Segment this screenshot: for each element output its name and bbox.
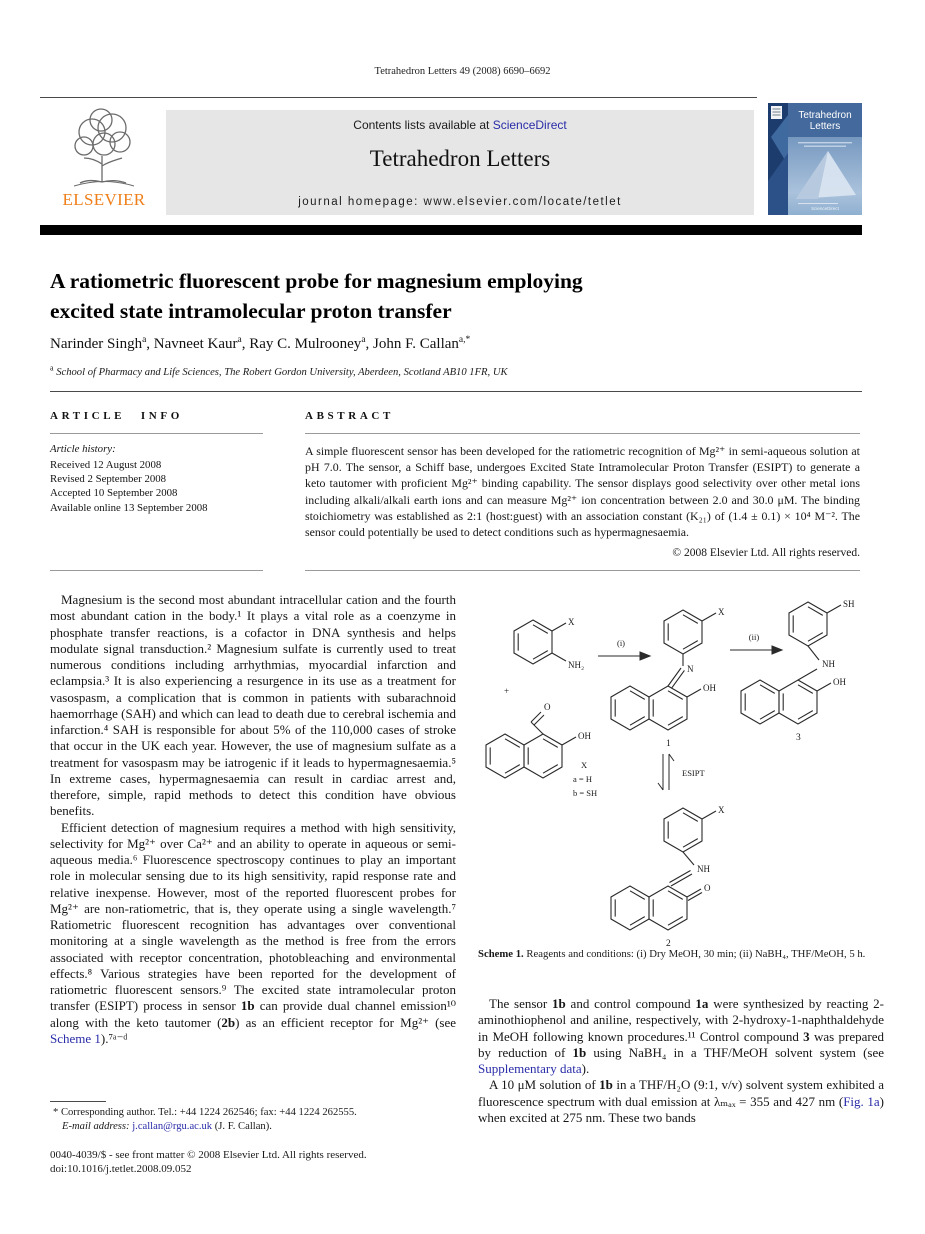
author-affiliation-mark: a [142,335,147,345]
svg-text:X: X [718,607,725,617]
article-title-line2: excited state intramolecular proton transfer [50,299,452,323]
svg-text:X: X [718,805,725,815]
journal-name: Tetrahedron Letters [369,146,551,171]
sciencedirect-link[interactable]: ScienceDirect [492,118,567,132]
svg-text:X: X [581,760,588,770]
svg-text:SH: SH [843,599,855,609]
svg-text:X: X [568,617,575,627]
body-left-column [50,592,456,1047]
abstract-bottom-rule [305,570,860,571]
doi[interactable]: doi:10.1016/j.tetlet.2008.09.052 [50,1163,192,1175]
reaction-arrow-ii [730,632,782,654]
svg-text:NH: NH [697,864,710,874]
esipt-equilibrium-arrows [658,754,705,790]
history-received: Received 12 August 2008 [50,459,162,471]
elsevier-logo [46,106,162,216]
svg-text:OH: OH [578,731,591,741]
compound-3-number: 3 [796,733,801,743]
svg-text:a = H: a = H [573,774,592,784]
svg-text:OH: OH [703,683,716,693]
author: Ray C. Mulrooney$^a$, [249,335,374,352]
cover-publisher-badge [771,106,782,119]
affiliation: $^a$ School of Pharmacy and Life Sciences, The Robert Gordon University, Aberdeen, Scotland AB10 1FR, UK [50,363,508,378]
author: Navneet Kaur$^a$, [153,335,250,352]
running-head-citation: Tetrahedron Letters 49 (2008) 6690–6692 [374,66,551,77]
contents-line [166,118,754,132]
abstract-rule [305,433,860,434]
cover-subtitle-line2 [804,146,846,147]
cover-title-line1: Tetrahedron [798,110,852,121]
svg-text:(i): (i) [616,638,626,648]
compound-1-number: 1 [666,739,671,749]
plus-sign: + [504,686,510,696]
footnote-rule [50,1101,106,1102]
svg-text:(ii): (ii) [748,632,760,642]
contents-prefix: Contents lists available at [353,118,493,132]
svg-text:O: O [544,702,551,712]
structure-compound-1 [611,607,725,749]
article-title-line1: A ratiometric fluorescent probe for magnesium employing [50,269,583,293]
cover-title-line2: Letters [809,121,841,132]
article-history [50,458,208,515]
history-available: Available online 13 September 2008 [50,501,208,514]
elsevier-wordmark: ELSEVIER [62,190,146,209]
svg-text:NH₂: NH₂ [568,660,585,670]
article-info-heading: ARTICLE INFO [50,410,183,422]
article-title [50,266,790,326]
inline-link[interactable]: Supplementary data [478,1061,582,1076]
author-affiliation-mark: a [237,335,242,345]
history-accepted: Accepted 10 September 2008 [50,487,178,500]
scheme-1-figure [478,594,882,949]
author: John F. Callan$^{a,*}$ [373,335,471,352]
abstract-heading: ABSTRACT [305,410,394,422]
svg-text:OH: OH [833,677,846,687]
header-top-rule [40,97,757,98]
history-revised: Revised 2 September 2008 [50,473,167,486]
abstract-copyright: © 2008 Elsevier Ltd. All rights reserved. [672,547,860,559]
structure-naphthaldehyde-reactant [486,702,591,778]
paragraph-detection: Efficient detection of magnesium requires a method with high sensitivity, selectivity for Mg²⁺ over Ca²⁺ and an ability to operate in aqueous or semi-aqueous media.⁶ Fluorescence spectroscopy continues to play an important role in molecular sensing due to its high sensitivity, rapid response rate and relative inexpense. However, most of the reported fluorescent probes for Mg²⁺ are non-ratiometric, that is, they operate using a single wavelength.⁷ Ratiometric fluorescent recognition has advantages over conventional monitoring at a single wavelength as the method is free from the errors associated with receptor concentration, photobleaching and environmental effects.⁸ Various strategies have been reported for the development of ratiometric fluorescent sensors.⁹ The excited state intramolecular proton transfer (ESIPT) process in sensor 1b can provide dual channel emission¹⁰ along with the keto tautomer (2b) as an efficient receptor for Mg²⁺ (see Scheme 1).⁷ᵃ⁻ᵈ [50,819,457,1046]
body-right-column [478,996,884,1126]
structure-compound-2 [611,805,725,949]
article-history-label: Article history: [50,443,116,455]
abstract-text: A simple fluorescent sensor has been developed for the ratiometric recognition of Mg²⁺ in semi-aqueous solution at pH 7.0. The sensor, a Schiff base, undergoes Excited State Intramolecular Proton Transfer (ESIPT) to generate a keto tautomer with proficient Mg²⁺ binding capability. The sensor displays good selectivity over other metal ions including alkali/alkali earth ions and can measure Mg²⁺ ion concentration between 2.0 and 30.0 μM. The binding stoichiometry was established as 2:1 (host:guest) with an association constant (K₂₁) of (1.4 ± 0.1) × 10⁴ M⁻². The sensor could potentially be used to detect conditions such as hypermagnesaemia. [305,444,860,540]
section-top-rule [50,391,862,392]
reaction-arrow-i [598,638,650,660]
paragraph-fluorescence: A 10 μM solution of 1b in a THF/H₂O (9:1, v/v) solvent system exhibited a fluorescence spectrum with dual emission at λₘₐₓ = 355 and 427 nm (Fig. 1a) when excited at 275 nm. These two bands [478,1077,884,1125]
svg-text:O: O [704,883,711,893]
scheme-1-caption: Scheme 1. Reagents and conditions: (i) Dry MeOH, 30 min; (ii) NaBH₄, THF/MeOH, 5 h. [478,948,866,960]
substituent-legend [573,760,597,798]
structure-aniline-reactant [514,617,584,670]
article-info-rule [50,433,263,434]
inline-link[interactable]: Fig. 1a [843,1093,880,1109]
author-affiliation-mark: a [361,335,366,345]
paragraph-intro: Magnesium is the second most abundant intracellular cation and the fourth most abundant cation in the body.¹ It plays a vital role as a coenzyme in phosphate transfer reactions, is a cofactor in DNA synthesis and helps modulate signal transduction.² Magnesium sulfate is currently used to treat numerous conditions including arrhythmias, myocardial infarction and eclampsia.³ It is also experiencing a resurgence in its use as a treatment for vasospasm, a complication that is common in patients with subarachnoid haemorrhage (SAH) and which can lead to death due to cerebral ischemia and infarction.⁴ SAH is responsible for about 5% of the 110,000 cases of stroke that occur in the UK each year. However, the use of magnesium sulfate as a treatment for vasospasm may be iatrogenic if it leads to hypermagnesaemia.⁵ In extreme cases, hypermagnesaemia can result in cardiac arrest and, therefore, simple, rapid methods to detect this condition have obvious benefits. [50,592,456,819]
svg-text:NH: NH [822,659,835,669]
corresponding-author-note: * Corresponding author. Tel.: +44 1224 262546; fax: +44 1224 262555. [53,1107,357,1118]
cover-footer-rule [798,203,838,204]
svg-text:b = SH: b = SH [573,788,598,798]
author: Narinder Singh$^a$, [50,335,154,352]
info-bottom-rule [50,570,263,571]
author-affiliation-mark: a,* [458,335,471,345]
svg-text:ESIPT: ESIPT [682,768,705,778]
paragraph-synthesis: The sensor 1b and control compound 1a were synthesized by reacting 2-aminothiophenol and aniline, respectively, with 2-hydroxy-1-naphthaldehyde in MeOH following known procedures.¹¹ Control compound 3 was prepared by reduction of 1b using NaBH₄ in a THF/MeOH solvent system (see Supplementary data). [478,996,885,1076]
structure-compound-3 [741,599,855,743]
author-list [50,336,830,353]
email-line: E-mail address: j.callan@rgu.ac.uk (J. F. Callan). [62,1121,272,1132]
header-black-bar [40,225,862,235]
journal-homepage-link[interactable]: journal homepage: www.elsevier.com/locate/tetlet [298,196,622,208]
cover-subtitle-line1 [798,142,852,143]
inline-link[interactable]: j.callan@rgu.ac.uk [132,1121,213,1132]
svg-text:N: N [687,664,694,674]
compound-2-number: 2 [666,939,671,949]
inline-link[interactable]: Scheme 1 [50,1030,101,1046]
journal-cover-thumbnail[interactable] [768,103,862,215]
cover-footer-text: ScienceDirect [811,206,839,211]
issn-front-matter: 0040-4039/$ - see front matter © 2008 Elsevier Ltd. All rights reserved. [50,1149,367,1161]
elsevier-tree-icon [54,106,154,192]
